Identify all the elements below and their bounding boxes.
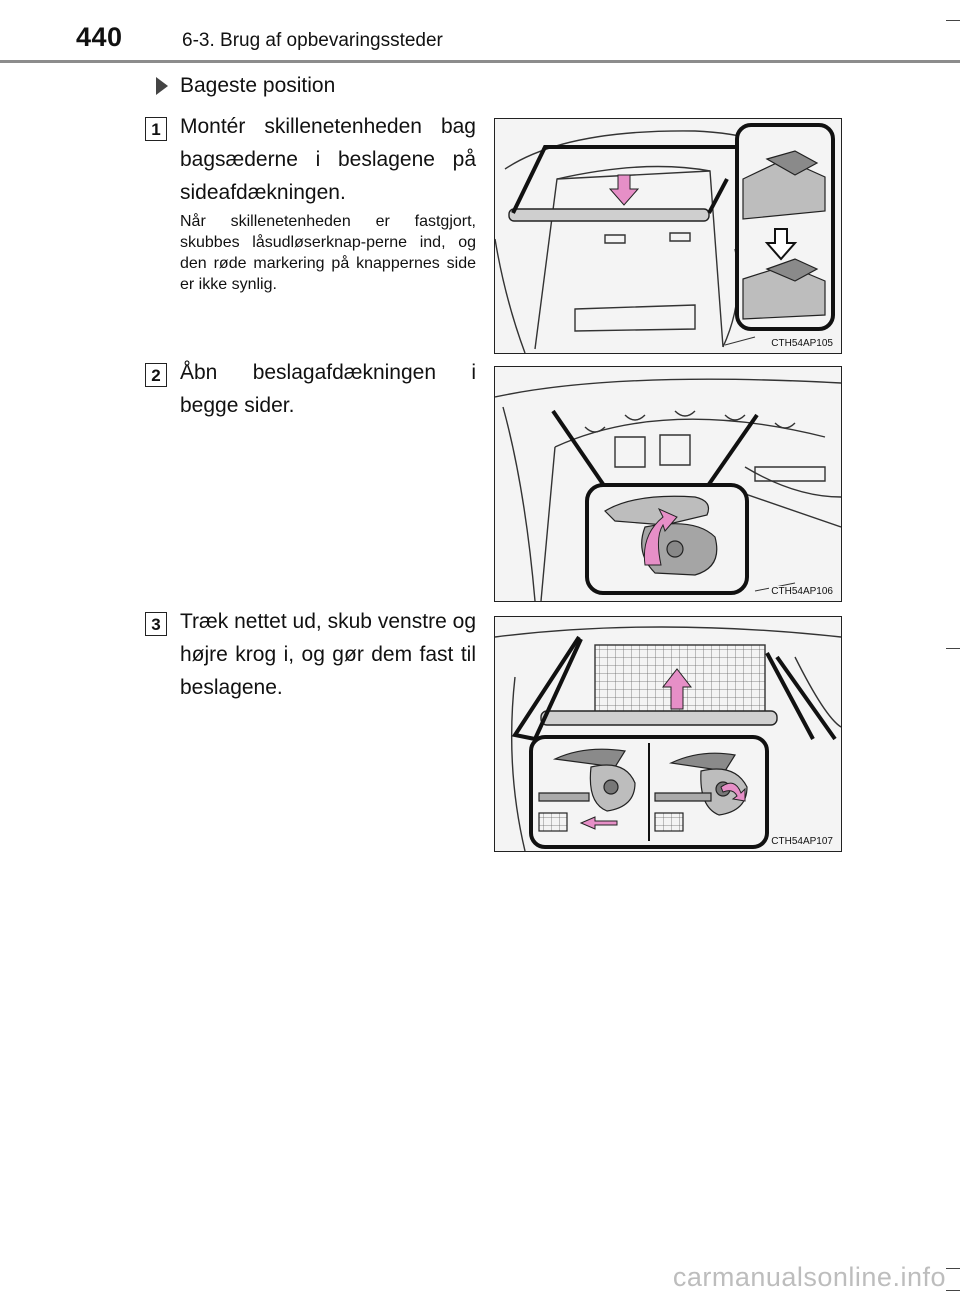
figure-step-1 — [494, 118, 842, 354]
watermark: carmanualsonline.info — [672, 1262, 946, 1292]
bracket-cover-illustration — [495, 367, 841, 601]
header-rule — [0, 60, 960, 63]
net-roller-bar — [509, 209, 709, 221]
step-number-3: 3 — [145, 612, 167, 636]
step-2-text: Åbn beslagafdækningen i begge sider. — [180, 361, 476, 417]
page-number: 440 — [76, 22, 123, 52]
cargo-net-install-illustration — [495, 119, 841, 353]
triangle-bullet-icon — [156, 77, 168, 95]
crop-mark — [946, 20, 960, 21]
callout-pointer — [553, 411, 757, 487]
step-1-text: Montér skillenetenheden bag bagsæderne i beslagene på sideafdækningen. — [180, 115, 476, 204]
subheading — [156, 74, 335, 98]
figure-step-2 — [494, 366, 842, 602]
figure-code: CTH54AP105 — [771, 338, 833, 349]
page-header — [0, 0, 960, 62]
crop-mark — [946, 1268, 960, 1269]
step-3-text: Træk nettet ud, skub venstre og højre krog i, og gør dem fast til beslagene. — [180, 610, 476, 699]
crop-mark — [946, 648, 960, 649]
figure-step-3 — [494, 616, 842, 852]
step-number-2: 2 — [145, 363, 167, 387]
net-hook-illustration — [495, 617, 841, 851]
step-1-note: Når skillenetenheden er fastgjort, skubbes låsudløserknap-perne ind, og den røde markering på knappernes side er ikke synlig. — [180, 213, 476, 293]
subheading-text: Bageste position — [180, 74, 336, 97]
figure-code: CTH54AP106 — [771, 586, 833, 597]
step-number-1: 1 — [145, 117, 167, 141]
net-roller-bar — [541, 711, 777, 725]
section-title: 6-3. Brug af opbevaringssteder — [182, 30, 443, 51]
figure-code: CTH54AP107 — [771, 836, 833, 847]
crop-mark — [946, 1290, 960, 1291]
down-arrow-icon — [610, 175, 638, 205]
